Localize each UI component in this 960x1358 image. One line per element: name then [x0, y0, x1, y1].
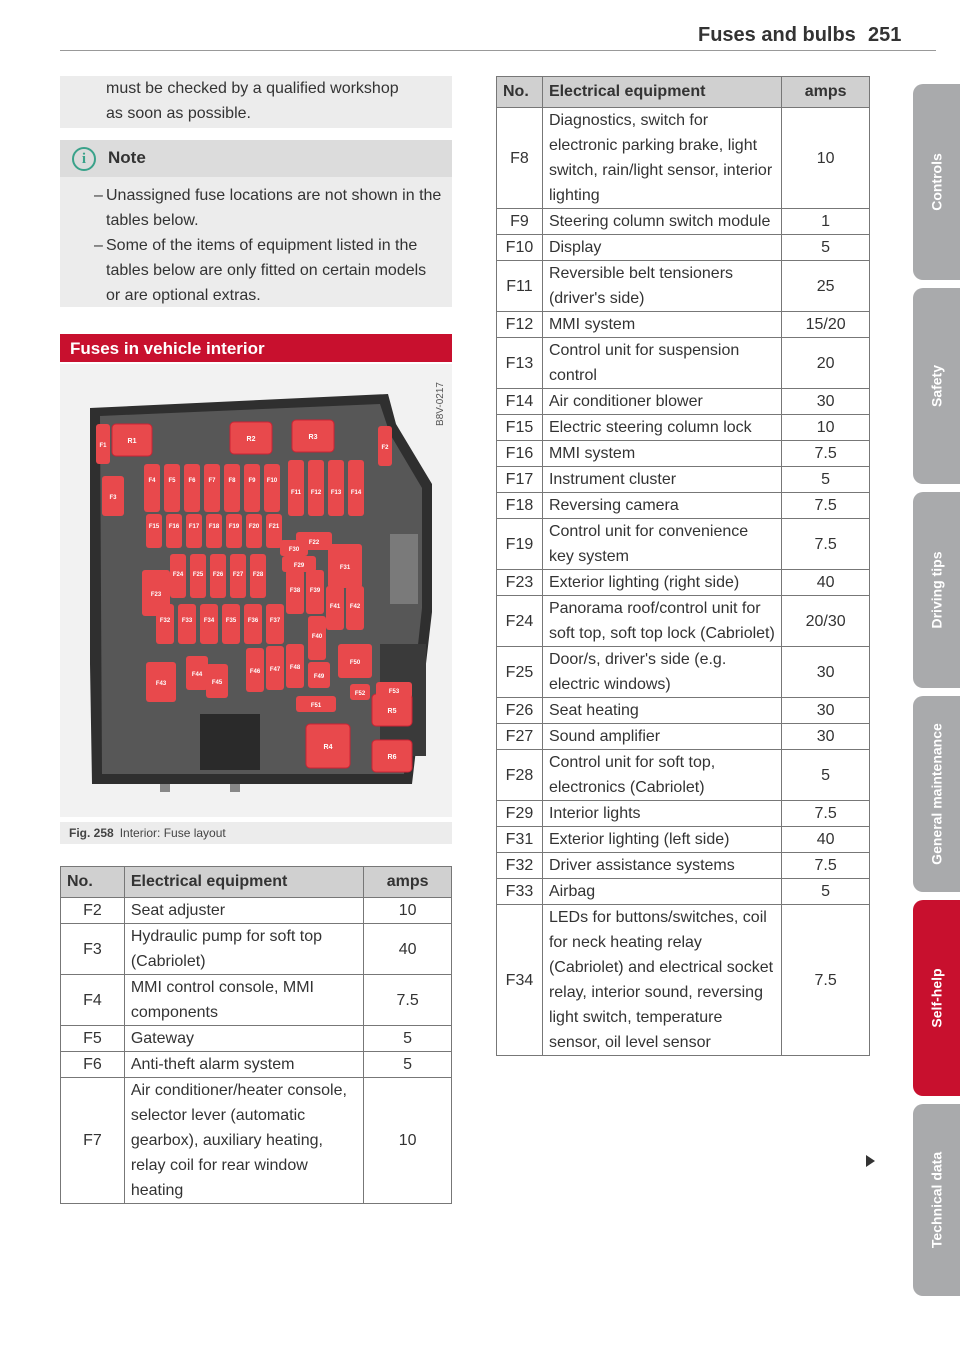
table-row	[497, 724, 870, 750]
table-row	[497, 750, 870, 801]
fuse-label: F28	[252, 572, 264, 578]
equipment-cell: Steering column switch module	[542, 209, 781, 235]
header-equipment: Electrical equipment	[124, 867, 363, 898]
fuse-label: F51	[310, 703, 322, 709]
fuse-label: F6	[188, 478, 196, 484]
fuse-number: F14	[497, 389, 543, 415]
amps-cell: 30	[782, 698, 870, 724]
side-tab-label: Controls	[928, 153, 944, 211]
fuse-number: F33	[497, 879, 543, 905]
fuse	[328, 460, 344, 516]
fuse-label: F46	[249, 669, 261, 675]
note-label: Note	[108, 148, 146, 167]
fuse-label: F45	[211, 680, 223, 686]
table-row	[61, 975, 452, 1026]
fuse-label: F11	[290, 490, 302, 496]
table-row	[497, 905, 870, 1056]
header-no: No.	[61, 867, 125, 898]
fuse-number: F18	[497, 493, 543, 519]
info-icon: i	[72, 147, 96, 171]
fuse-label: F44	[191, 672, 203, 678]
fuse-number: F10	[497, 235, 543, 261]
table-row	[61, 924, 452, 975]
amps-cell: 25	[782, 261, 870, 312]
relay-label: R2	[246, 436, 256, 443]
side-tab-label: General maintenance	[928, 723, 944, 865]
fuse-layout-figure	[60, 364, 452, 817]
amps-cell: 7.5	[782, 905, 870, 1056]
fuse	[244, 464, 260, 512]
fuse	[164, 464, 180, 512]
section-heading	[60, 334, 452, 362]
equipment-cell: Electric steering column lock	[542, 415, 781, 441]
table-row	[497, 235, 870, 261]
fuse-table-right-body	[497, 108, 870, 1056]
fuse-number: F29	[497, 801, 543, 827]
equipment-cell: Hydraulic pump for soft top (Cabriolet)	[124, 924, 363, 975]
fuse-number: F12	[497, 312, 543, 338]
fuse-label: F22	[308, 540, 320, 546]
amps-cell: 7.5	[782, 441, 870, 467]
amps-cell: 5	[364, 1026, 452, 1052]
fuse-number: F19	[497, 519, 543, 570]
fuse-label: F15	[148, 524, 160, 530]
equipment-cell: Airbag	[542, 879, 781, 905]
section-title: Fuses in vehicle interior	[70, 339, 265, 358]
fuse-label: F37	[269, 618, 281, 624]
fuse-label: F30	[288, 547, 300, 553]
fuse-label: F50	[349, 660, 361, 666]
table-row	[497, 312, 870, 338]
equipment-cell: Anti-theft alarm system	[124, 1052, 363, 1078]
fuse-label: F4	[148, 478, 156, 484]
amps-cell: 7.5	[782, 853, 870, 879]
fuse-box-diagram	[60, 364, 452, 817]
amps-cell: 5	[364, 1052, 452, 1078]
connector-slot	[390, 534, 418, 604]
relay-label: R4	[323, 744, 333, 751]
pin-mark	[230, 784, 240, 792]
fuse-label: F5	[168, 478, 176, 484]
table-row	[497, 389, 870, 415]
table-row	[61, 1052, 452, 1078]
side-tab-label: Driving tips	[928, 551, 944, 629]
fuse-label: F14	[350, 490, 362, 496]
amps-cell: 40	[782, 827, 870, 853]
note-header	[60, 140, 452, 177]
fuse	[348, 460, 364, 516]
note-body	[60, 177, 452, 307]
side-tab-label: Safety	[928, 364, 944, 408]
amps-cell: 10	[782, 108, 870, 209]
header-amps: amps	[782, 77, 870, 108]
table-row	[497, 493, 870, 519]
running-header-title: Fuses and bulbs	[698, 24, 856, 46]
fuse-label: F21	[268, 524, 280, 530]
fuse	[246, 514, 262, 548]
fuse-number: F6	[61, 1052, 125, 1078]
header-no: No.	[497, 77, 543, 108]
fuse-label: F25	[192, 572, 204, 578]
note-item: – Some of the items of equipment listed in the tables below are only fitted on certain models or are optional extras.	[106, 233, 442, 308]
equipment-cell: Diagnostics, switch for electronic parking brake, light switch, rain/light sensor, interior lighting	[542, 108, 781, 209]
table-row	[497, 801, 870, 827]
equipment-cell: Panorama roof/control unit for soft top, soft top lock (Cabriolet)	[542, 596, 781, 647]
table-row	[497, 596, 870, 647]
fuse-label: F17	[188, 524, 200, 530]
fuse-number: F3	[61, 924, 125, 975]
table-row	[497, 338, 870, 389]
amps-cell: 7.5	[364, 975, 452, 1026]
table-row	[497, 827, 870, 853]
fuse-table-left	[60, 866, 452, 1204]
amps-cell: 5	[782, 879, 870, 905]
table-row	[497, 467, 870, 493]
side-tab-self-help[interactable]	[913, 900, 960, 1096]
relay-label: R5	[387, 708, 397, 715]
side-tab-safety[interactable]	[913, 288, 960, 484]
fuse	[178, 604, 196, 644]
fuse-label: F7	[208, 478, 216, 484]
amps-cell: 7.5	[782, 493, 870, 519]
fuse	[224, 464, 240, 512]
fuse-number: F11	[497, 261, 543, 312]
side-tab-controls[interactable]	[913, 84, 960, 280]
fuse-label: F9	[248, 478, 256, 484]
fuse-label: F33	[181, 618, 193, 624]
connector-slot	[200, 714, 260, 770]
header-rule	[60, 50, 936, 51]
fuse-label: F26	[212, 572, 224, 578]
fuse-number: F13	[497, 338, 543, 389]
table-row	[61, 898, 452, 924]
equipment-cell: Control unit for convenience key system	[542, 519, 781, 570]
note-item: – Unassigned fuse locations are not shown in the tables below.	[106, 183, 442, 233]
fuse-label: F29	[293, 563, 305, 569]
amps-cell: 40	[364, 924, 452, 975]
fuse-label: F31	[339, 565, 351, 571]
fuse	[266, 604, 284, 644]
table-row	[497, 261, 870, 312]
figure-caption	[60, 822, 452, 844]
fuse	[204, 464, 220, 512]
fuse-label: F3	[109, 495, 117, 501]
fuse-label: F36	[247, 618, 259, 624]
intro-line: as soon as possible.	[106, 105, 251, 122]
fuse	[186, 514, 202, 548]
fuse-label: F35	[225, 618, 237, 624]
table-row	[497, 698, 870, 724]
amps-cell: 5	[782, 467, 870, 493]
amps-cell: 10	[782, 415, 870, 441]
amps-cell: 10	[364, 1078, 452, 1204]
equipment-cell: Control unit for soft top, electronics (Cabriolet)	[542, 750, 781, 801]
fuse-number: F17	[497, 467, 543, 493]
fuse-number: F31	[497, 827, 543, 853]
table-row	[497, 415, 870, 441]
fuse-number: F9	[497, 209, 543, 235]
figure-number: Fig. 258	[69, 826, 114, 840]
fuse	[166, 514, 182, 548]
fuse-label: F43	[155, 681, 167, 687]
equipment-cell: Display	[542, 235, 781, 261]
fuse	[144, 464, 160, 512]
equipment-cell: LEDs for buttons/switches, coil for neck heating relay (Cabriolet) and electrical socket relay, interior sound, reversing light switch, temperature sensor, oil level sensor	[542, 905, 781, 1056]
fuse-label: F23	[150, 592, 162, 598]
header-amps: amps	[364, 867, 452, 898]
table-header-row	[497, 77, 870, 108]
fuse-label: F18	[208, 524, 220, 530]
fuse-number: F7	[61, 1078, 125, 1204]
fuse-label: F48	[289, 665, 301, 671]
amps-cell: 7.5	[782, 519, 870, 570]
fuse-label: F34	[203, 618, 215, 624]
arrow-right-icon	[866, 1155, 875, 1167]
amps-cell: 20	[782, 338, 870, 389]
fuse-label: F27	[232, 572, 244, 578]
fuse	[222, 604, 240, 644]
table-header-row	[61, 867, 452, 898]
fuse-number: F32	[497, 853, 543, 879]
fuse-label: F42	[349, 604, 361, 610]
table-row	[497, 570, 870, 596]
table-row	[497, 209, 870, 235]
equipment-cell: Gateway	[124, 1026, 363, 1052]
fuse	[184, 464, 200, 512]
fuse-label: F47	[269, 667, 281, 673]
fuse-label: F32	[159, 618, 171, 624]
side-tab-general-maintenance[interactable]	[913, 696, 960, 892]
fuse-label: F41	[329, 604, 341, 610]
fuse-label: F20	[248, 524, 260, 530]
fuse-label: F40	[311, 634, 323, 640]
amps-cell: 1	[782, 209, 870, 235]
amps-cell: 20/30	[782, 596, 870, 647]
table-row	[497, 519, 870, 570]
fuse-number: F16	[497, 441, 543, 467]
fuse	[200, 604, 218, 644]
fuse-number: F15	[497, 415, 543, 441]
equipment-cell: Air conditioner/heater console, selector lever (automatic gearbox), auxiliary heating, relay coil for rear window heating	[124, 1078, 363, 1204]
side-tab-technical-data[interactable]	[913, 1104, 960, 1296]
figure-code: B8V-0217	[435, 382, 446, 426]
fuse-label: F12	[310, 490, 322, 496]
fuse-number: F34	[497, 905, 543, 1056]
fuse-label: F38	[289, 588, 301, 594]
equipment-cell: Instrument cluster	[542, 467, 781, 493]
side-tab-label: Self-help	[928, 968, 944, 1028]
fuse	[244, 604, 262, 644]
fuse-label: F24	[172, 572, 184, 578]
fuse	[288, 460, 304, 516]
equipment-cell: Sound amplifier	[542, 724, 781, 750]
fuse-label: F16	[168, 524, 180, 530]
fuse-number: F2	[61, 898, 125, 924]
fuse-label: F13	[330, 490, 342, 496]
equipment-cell: Reversible belt tensioners (driver's side)	[542, 261, 781, 312]
amps-cell: 15/20	[782, 312, 870, 338]
fuse	[266, 514, 282, 548]
fuse	[206, 514, 222, 548]
equipment-cell: Driver assistance systems	[542, 853, 781, 879]
intro-box	[60, 76, 452, 128]
fuse-label: F53	[388, 689, 400, 695]
equipment-cell: MMI control console, MMI components	[124, 975, 363, 1026]
fuse-number: F4	[61, 975, 125, 1026]
equipment-cell: Exterior lighting (right side)	[542, 570, 781, 596]
amps-cell: 40	[782, 570, 870, 596]
equipment-cell: MMI system	[542, 441, 781, 467]
relay-label: R6	[387, 754, 397, 761]
equipment-cell: Seat adjuster	[124, 898, 363, 924]
fuse-number: F28	[497, 750, 543, 801]
intro-line: must be checked by a qualified workshop	[106, 80, 399, 97]
fuse-label: F10	[266, 478, 278, 484]
fuse	[308, 460, 324, 516]
table-row	[61, 1078, 452, 1204]
page-number: 251	[868, 24, 902, 46]
amps-cell: 10	[364, 898, 452, 924]
amps-cell: 5	[782, 750, 870, 801]
fuse-label: F19	[228, 524, 240, 530]
equipment-cell: Air conditioner blower	[542, 389, 781, 415]
fuse	[264, 464, 280, 512]
amps-cell: 30	[782, 647, 870, 698]
fuse-label: F1	[99, 443, 107, 449]
fuse-number: F26	[497, 698, 543, 724]
equipment-cell: Door/s, driver's side (e.g. electric windows)	[542, 647, 781, 698]
fuse-label: F2	[381, 445, 389, 451]
fuse-number: F23	[497, 570, 543, 596]
fuse-number: F5	[61, 1026, 125, 1052]
equipment-cell: Reversing camera	[542, 493, 781, 519]
fuse-label: F49	[313, 674, 325, 680]
relay-label: R3	[308, 434, 318, 441]
relay-label: R1	[127, 438, 137, 445]
header-equipment: Electrical equipment	[542, 77, 781, 108]
table-row	[497, 441, 870, 467]
fuse-table-right	[496, 76, 870, 1056]
equipment-cell: Interior lights	[542, 801, 781, 827]
equipment-cell: Control unit for suspension control	[542, 338, 781, 389]
fuse-label: F52	[354, 691, 366, 697]
equipment-cell: MMI system	[542, 312, 781, 338]
fuse	[226, 514, 242, 548]
equipment-cell: Seat heating	[542, 698, 781, 724]
table-row	[497, 108, 870, 209]
pin-mark	[160, 784, 170, 792]
table-row	[497, 879, 870, 905]
fuse-label: F8	[228, 478, 236, 484]
figure-caption-text: Interior: Fuse layout	[119, 826, 226, 840]
fuse-number: F27	[497, 724, 543, 750]
equipment-cell: Exterior lighting (left side)	[542, 827, 781, 853]
fuse-label: F39	[309, 588, 321, 594]
side-tab-label: Technical data	[928, 1151, 944, 1249]
fuse-number: F8	[497, 108, 543, 209]
amps-cell: 30	[782, 389, 870, 415]
table-row	[61, 1026, 452, 1052]
amps-cell: 5	[782, 235, 870, 261]
fuse-table-left-body	[61, 898, 452, 1204]
fuse-number: F25	[497, 647, 543, 698]
table-row	[497, 647, 870, 698]
fuse	[146, 514, 162, 548]
amps-cell: 30	[782, 724, 870, 750]
fuse-number: F24	[497, 596, 543, 647]
side-tab-driving-tips[interactable]	[913, 492, 960, 688]
amps-cell: 7.5	[782, 801, 870, 827]
table-row	[497, 853, 870, 879]
